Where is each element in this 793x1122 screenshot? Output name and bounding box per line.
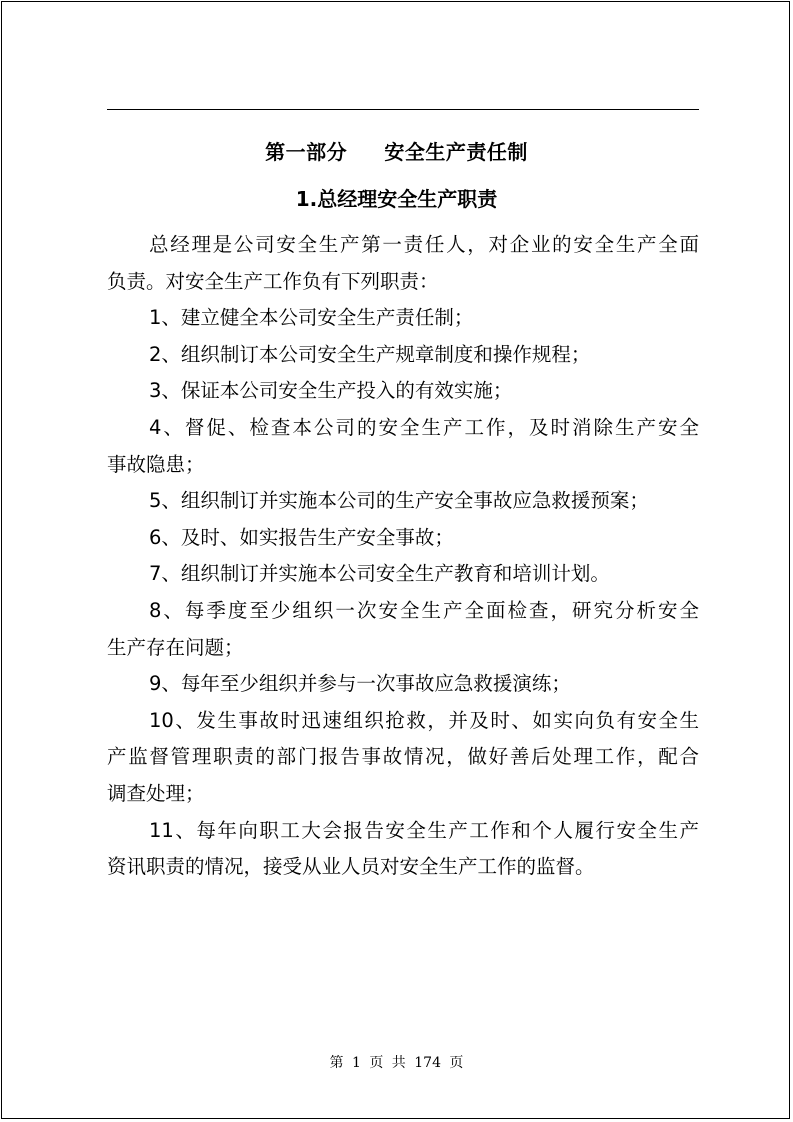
paragraph-line: 总经理是公司安全生产第一责任人，对企业的安全生产全面	[149, 233, 699, 256]
paragraph-line: 3、保证本公司安全生产投入的有效实施；	[149, 379, 513, 403]
paragraph	[107, 666, 699, 703]
paragraph-line: 资讯职责的情况，接受从业人员对安全生产工作的监督。	[107, 855, 595, 879]
document-body	[107, 227, 699, 886]
paragraph-line: 4、督促、检查本公司的安全生产工作，及时消除生产安全	[149, 415, 699, 439]
paragraph-line: 事故隐患；	[107, 452, 205, 476]
paragraph-line: 调查处理；	[107, 781, 205, 805]
paragraph-line: 5、组织制订并实施本公司的生产安全事故应急救援预案；	[149, 489, 649, 513]
paragraph-line: 10、发生事故时迅速组织抢救，并及时、如实向负有安全生	[149, 708, 699, 732]
paragraph-line: 8、每季度至少组织一次安全生产全面检查，研究分析安全	[149, 598, 699, 622]
paragraph-line: 6、及时、如实报告生产安全事故；	[149, 525, 454, 549]
paragraph-line: 7、组织制订并实施本公司安全生产教育和培训计划。	[149, 562, 610, 586]
paragraph	[107, 556, 699, 593]
paragraph-line: 9、每年至少组织并参与一次事故应急救援演练；	[149, 672, 571, 696]
paragraph-line: 产监督管理职责的部门报告事故情况，做好善后处理工作，配合	[107, 745, 699, 769]
paragraph-line: 生产存在问题；	[107, 635, 244, 659]
paragraph-line: 11、每年向职工大会报告安全生产工作和个人履行安全生产	[149, 818, 699, 842]
paragraph	[107, 703, 699, 813]
section-title: 1.总经理安全生产职责	[295, 187, 498, 211]
header-rule	[107, 109, 699, 110]
paragraph	[107, 373, 699, 410]
paragraph	[107, 227, 699, 300]
paragraph	[107, 593, 699, 666]
paragraph	[107, 410, 699, 483]
paragraph	[107, 337, 699, 374]
page-number: 第 1 页 共 174 页	[329, 1055, 464, 1071]
paragraph	[107, 520, 699, 557]
paragraph	[107, 483, 699, 520]
paragraph	[107, 300, 699, 337]
paragraph-line: 1、建立健全本公司安全生产责任制；	[149, 306, 474, 330]
paragraph-line: 2、组织制订本公司安全生产规章制度和操作规程；	[149, 342, 591, 366]
paragraph-line: 负责。对安全生产工作负有下列职责：	[107, 269, 439, 293]
paragraph	[107, 813, 699, 886]
part-title: 第一部分 安全生产责任制	[265, 140, 528, 164]
